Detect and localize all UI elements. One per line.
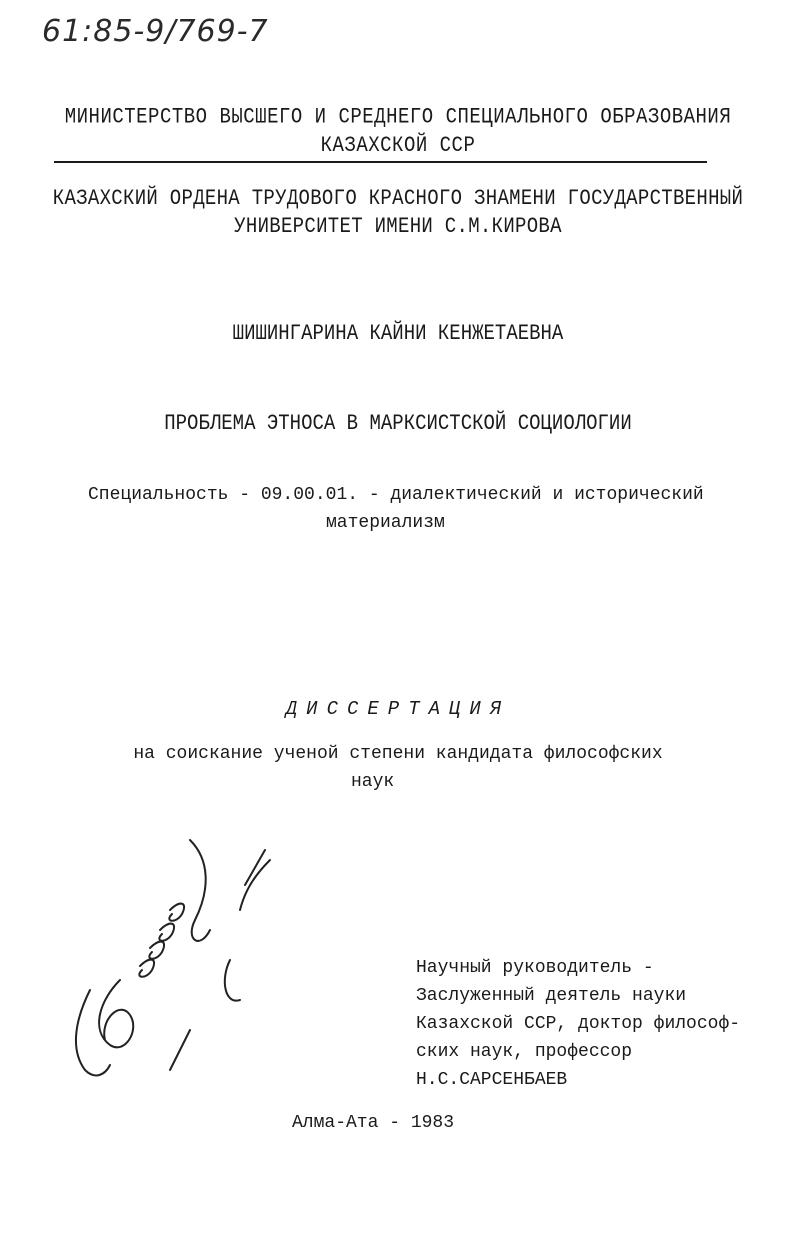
handwritten-signature xyxy=(60,830,290,1090)
supervisor-name: Н.С.САРСЕНБАЕВ xyxy=(416,1070,568,1090)
university-line-2: УНИВЕРСИТЕТ ИМЕНИ С.М.КИРОВА xyxy=(234,213,562,239)
supervisor-line-3: Казахской ССР, доктор философ- xyxy=(416,1014,741,1034)
work-type: ДИССЕРТАЦИЯ xyxy=(285,698,511,720)
header-divider xyxy=(54,161,707,163)
degree-line-1: на соискание ученой степени кандидата философских xyxy=(133,744,663,764)
supervisor-line-1: Научный руководитель - xyxy=(416,958,654,978)
specialty-line-1: Специальность - 09.00.01. - диалектический и исторический xyxy=(88,485,704,505)
author-name: ШИШИНГАРИНА КАЙНИ КЕНЖЕТАЕВНА xyxy=(232,320,564,346)
supervisor-line-2: Заслуженный деятель науки xyxy=(416,986,687,1006)
supervisor-line-4: ских наук, профессор xyxy=(416,1042,633,1062)
dissertation-title: ПРОБЛЕМА ЭТНОСА В МАРКСИСТСКОЙ СОЦИОЛОГИИ xyxy=(164,410,632,436)
specialty-line-2: материализм xyxy=(326,513,445,533)
ministry-line-1: МИНИСТЕРСТВО ВЫСШЕГО И СРЕДНЕГО СПЕЦИАЛЬНОГО ОБРАЗОВАНИЯ xyxy=(64,104,732,130)
ministry-line-2: КАЗАХСКОЙ ССР xyxy=(320,132,476,158)
university-line-1: КАЗАХСКИЙ ОРДЕНА ТРУДОВОГО КРАСНОГО ЗНАМЕНИ ГОСУДАРСТВЕННЫЙ xyxy=(52,185,744,211)
degree-line-2: наук xyxy=(351,772,395,792)
catalog-number: 61:85-9/769-7 xyxy=(42,14,269,49)
city-year: Алма-Ата - 1983 xyxy=(292,1113,455,1133)
